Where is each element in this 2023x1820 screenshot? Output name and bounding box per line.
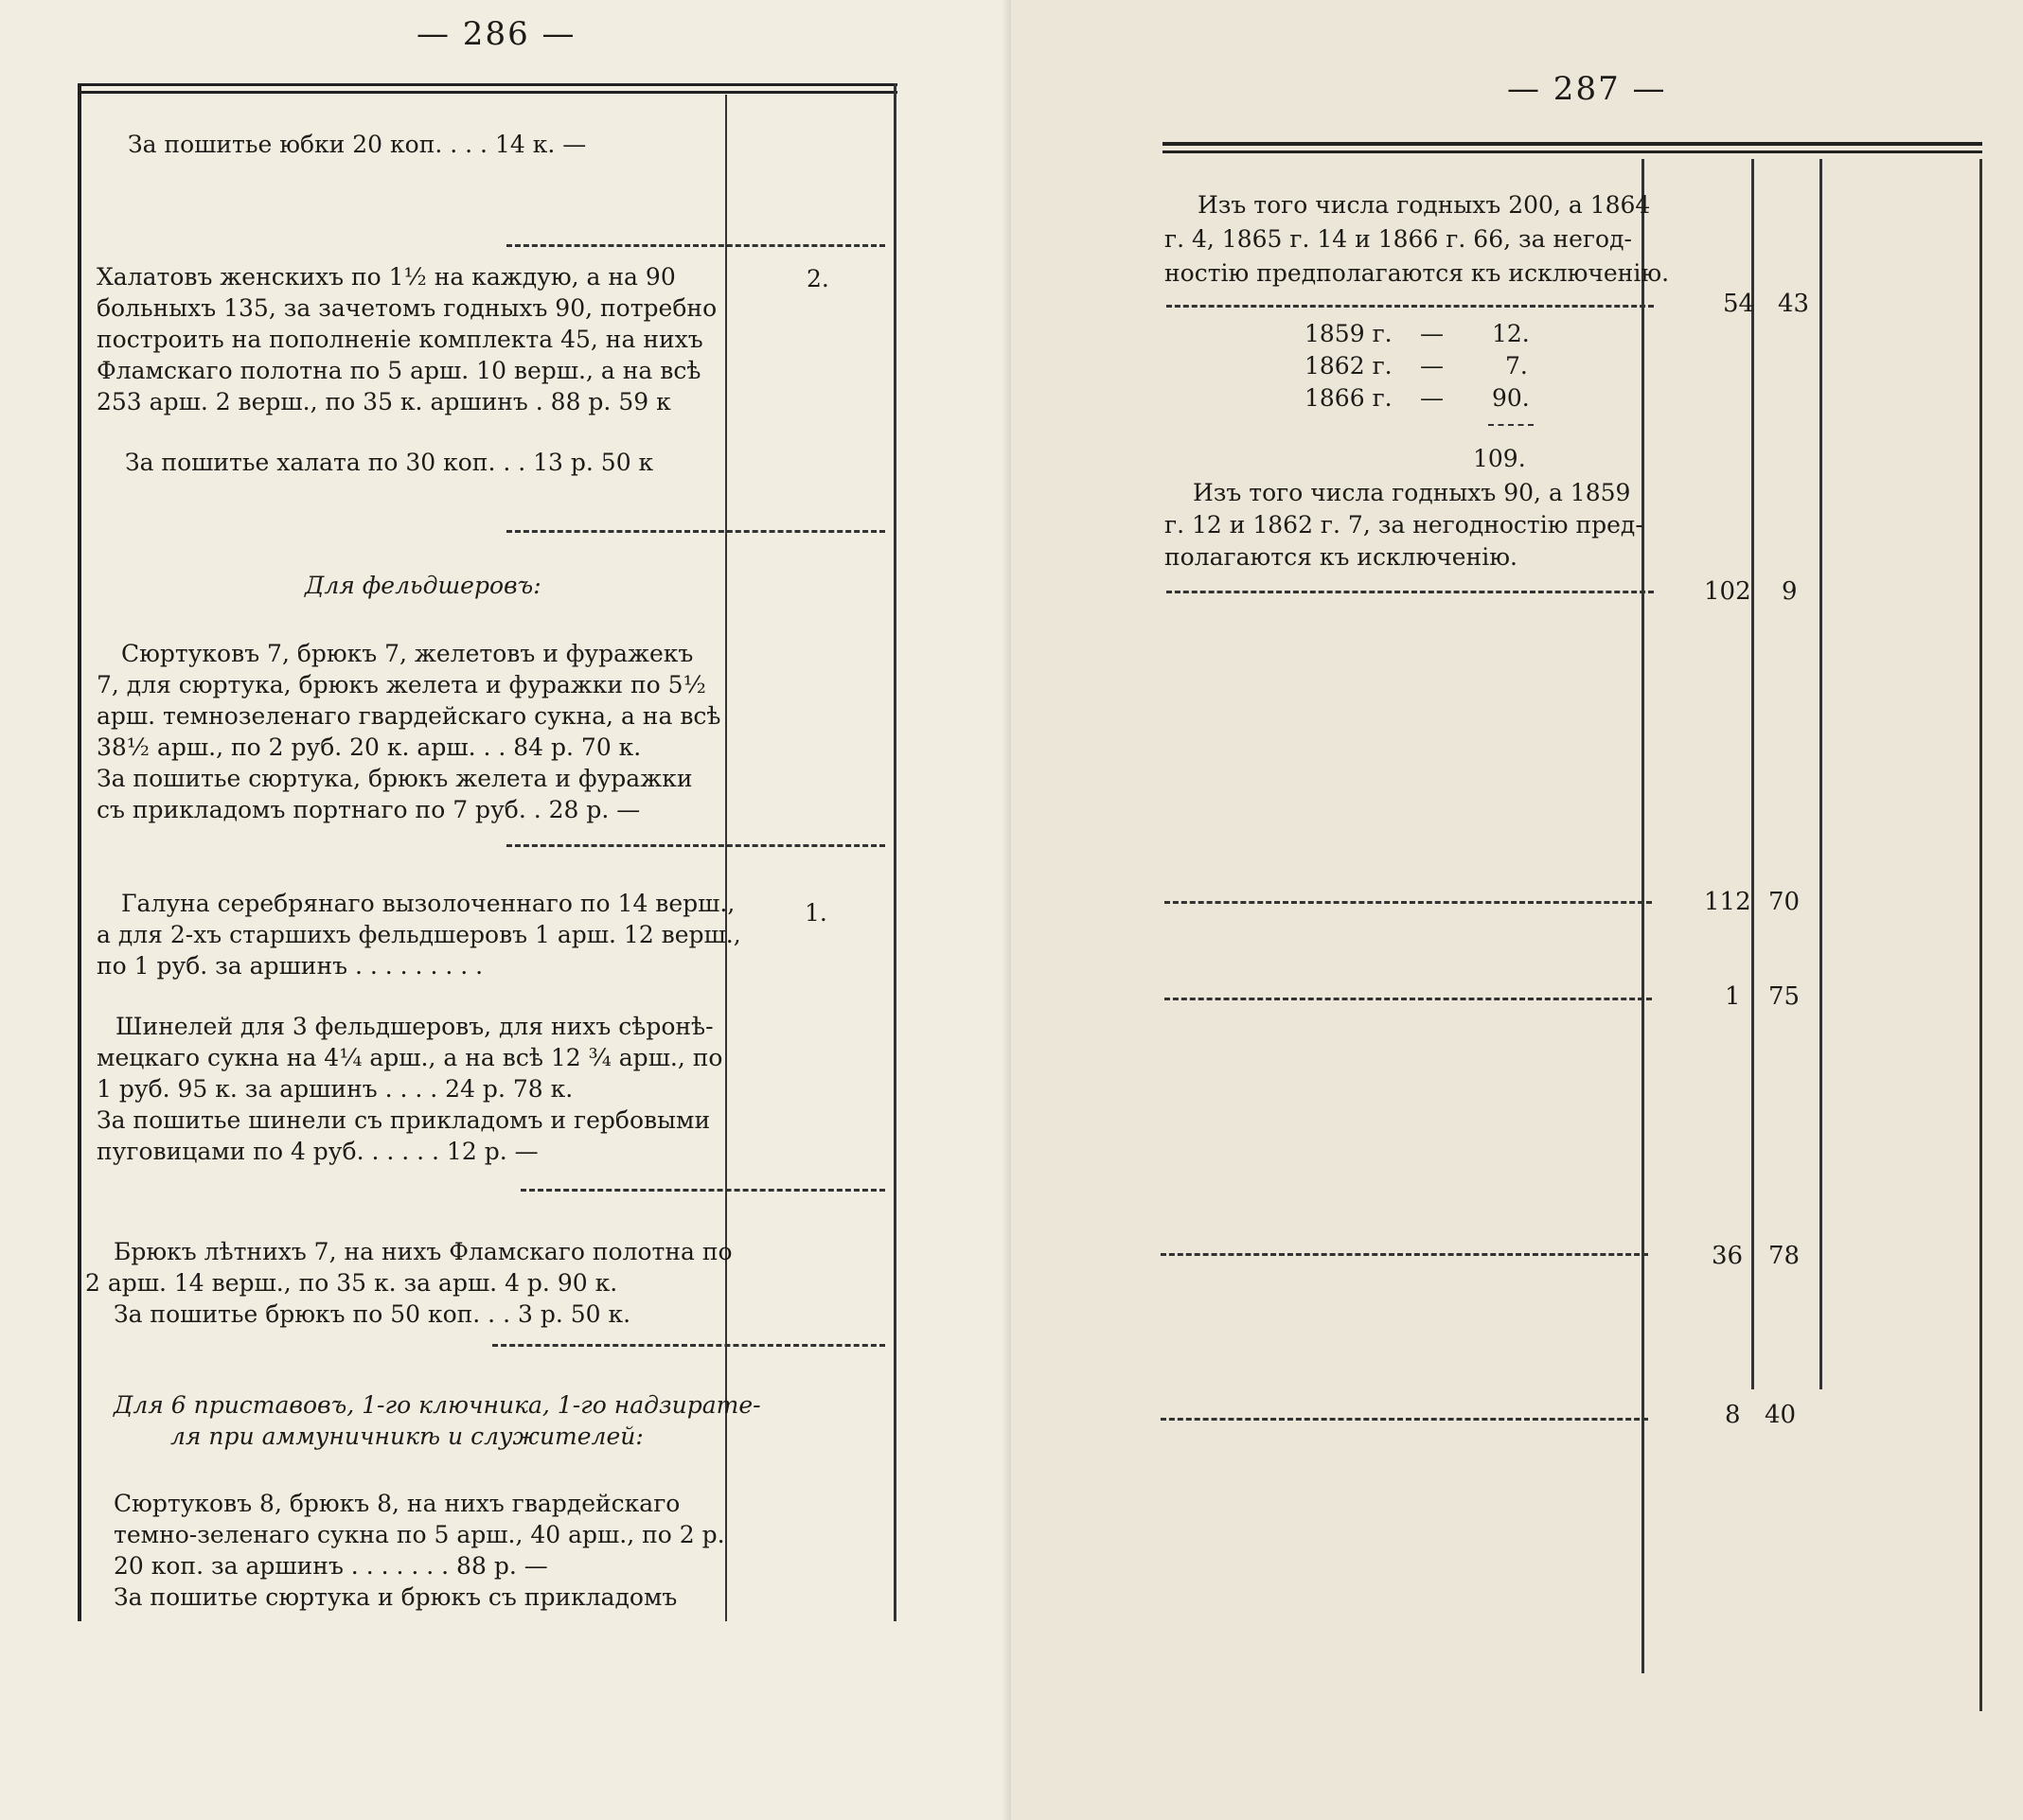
right-table-frame <box>1162 142 1982 1694</box>
amount-rub: 54 <box>1723 290 1755 318</box>
amount-rub: 1 <box>1725 982 1741 1011</box>
count-galloon: 1. <box>805 899 827 927</box>
amount-rub: 36 <box>1712 1242 1744 1270</box>
page-number-right: — 287 — <box>1507 70 1667 108</box>
page-number-left: — 286 — <box>417 15 577 53</box>
divider <box>1164 998 1652 1000</box>
amount-kop: 43 <box>1778 290 1810 318</box>
amount-kop: 75 <box>1768 982 1801 1011</box>
divider <box>1166 591 1654 593</box>
amount-rub: 112 <box>1704 888 1751 916</box>
entry-skirt-sewing: За пошитье юбки 20 коп. . . . 14 к. — <box>128 131 587 158</box>
amount-kop: 78 <box>1768 1242 1801 1270</box>
divider <box>1161 1418 1648 1421</box>
amount-rub: 8 <box>1725 1401 1741 1429</box>
divider <box>521 1189 885 1192</box>
amount-kop: 9 <box>1782 577 1798 606</box>
heading-feldshers: Для фельдшеровъ: <box>305 572 541 599</box>
years-total: 109. <box>1473 445 1526 472</box>
divider <box>1164 901 1652 904</box>
divider <box>506 844 885 847</box>
amount-rub: 102 <box>1704 577 1751 606</box>
amount-kop: 70 <box>1768 888 1801 916</box>
count-robes: 2. <box>807 265 829 292</box>
divider <box>1166 305 1654 308</box>
divider <box>1161 1253 1648 1256</box>
divider <box>492 1344 885 1347</box>
amount-kop: 40 <box>1765 1401 1797 1429</box>
left-page: — 286 — За пошитье юбки 20 коп. . . . 14 к. — Халатовъ женскихъ по 1½ на каждую, а на 90 больныхъ 135, за зачетомъ годныхъ 90, потребно построить на пополненіе комплекта 45, на нихъ Фламскаго полотна по 5 арш. 10 верш., а на всѣ 253 арш. 2 верш., по 35 к. аршинъ . 88 р. 59 к За пошитье халата по 30 коп. . . 13 р. 50 к 2. Для фельдшеровъ: Сюртуковъ 7, брюкъ 7, желетовъ и фуражекъ 7, для сюртука, брюкъ желета и фуражки по 5½ арш. темнозеленаго гвардейскаго сукна, а на всѣ 38½ арш., по 2 руб. 20 к. арш. . . 84 р. 70 к. За пошитье сюртука, брюкъ желета и фуражки съ прикладомъ портнаго по 7 руб. . 28 р. — Галуна серебрянаго вызолоченнаго по 14 верш., а для 2-хъ старшихъ фельдшеровъ 1 арш. 12 верш., по 1 руб. за аршинъ . . . . . . . . . Шинелей для 3 фельдшеровъ, для нихъ сѣронѣ- мецкаго сукна на 4¼ арш., а на всѣ 12 ¾ арш., по 1 руб. 95 к. за аршинъ . . . . 24 р. 78 к. За пошитье шинели съ прикладомъ и гербовыми пуговицами по 4 руб. . . . . . 12 р. — 1. Брюкъ лѣтнихъ 7, на нихъ Фламскаго полотна по 2 арш. 14 верш., по 35 к. за арш. 4 р. 90 к. За пошитье брюкъ по 50 коп. . . 3 р. 50 к. Для 6 приставовъ, 1-го ключника, 1-го надзирате- ля при аммуничникѣ и служителей: Сюртуковъ 8, брюкъ 8, на нихъ гвардейскаго темно-зеленаго сукна по 5 арш., 40 арш., по 2 р. 20 коп. за аршинъ . . . . . . . 88 р. — За пошитье сюртука и брюкъ съ прикладомъ <box>0 0 1011 1820</box>
divider <box>506 530 885 533</box>
divider <box>506 244 885 247</box>
